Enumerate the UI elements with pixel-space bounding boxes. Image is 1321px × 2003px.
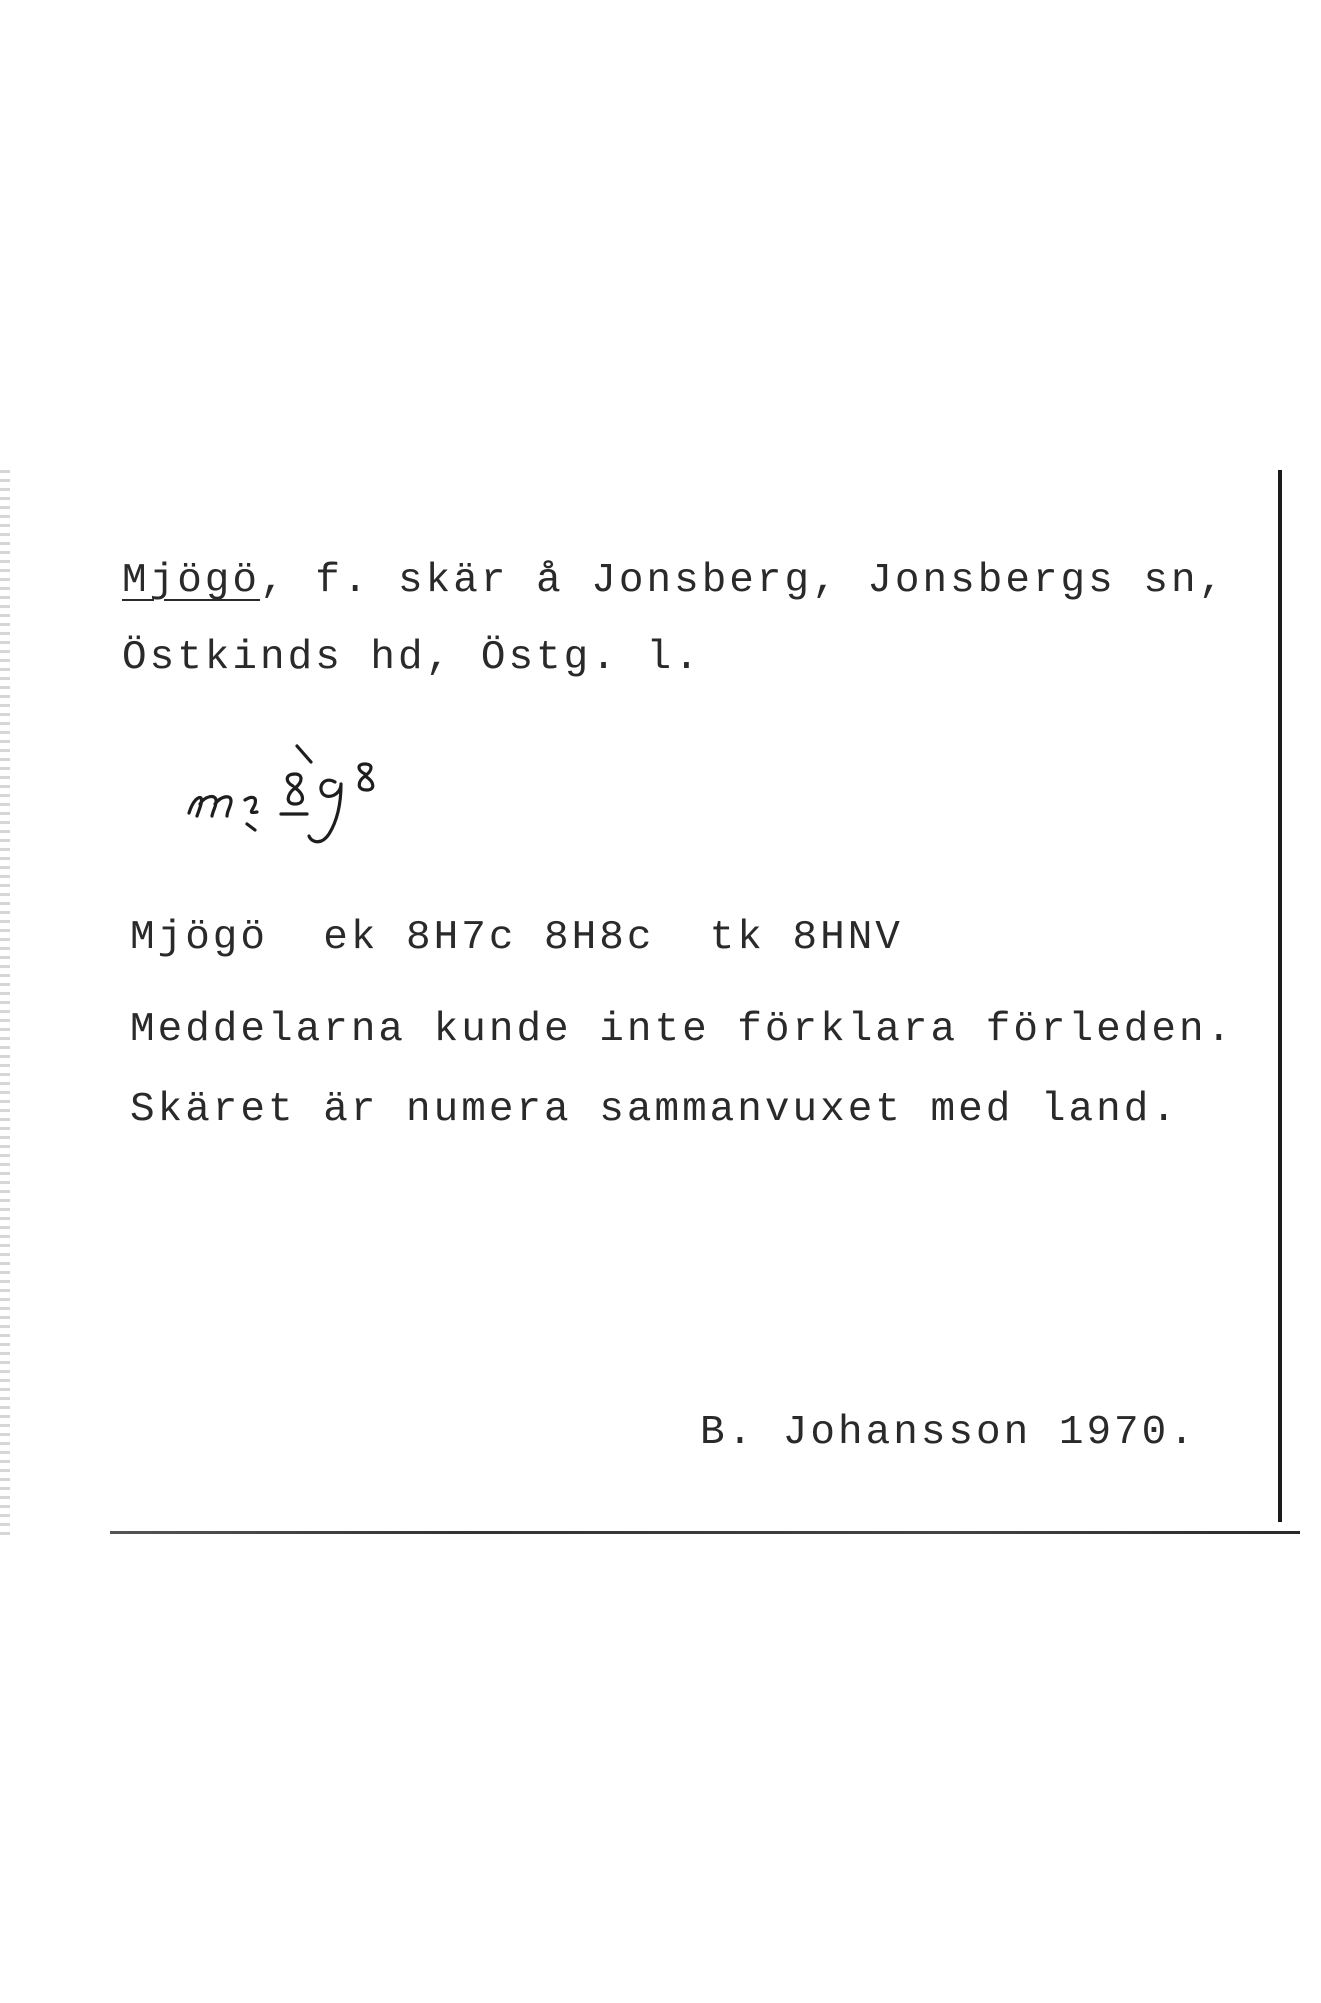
note-line-2: Skäret är numera sammanvuxet med land. bbox=[130, 1087, 1179, 1133]
heading-description: , f. skär å Jonsberg, Jonsbergs sn, bbox=[260, 558, 1227, 604]
index-card bbox=[0, 472, 1300, 1537]
card-bottom-edge bbox=[110, 1531, 1300, 1534]
card-heading bbox=[122, 558, 1227, 604]
headword: Mjögö bbox=[122, 558, 261, 604]
card-left-edge bbox=[0, 470, 10, 1540]
location-line: Östkinds hd, Östg. l. bbox=[122, 635, 702, 681]
signature: B. Johansson 1970. bbox=[700, 1410, 1197, 1456]
card-right-edge bbox=[1278, 470, 1282, 1522]
note-line-1: Meddelarna kunde inte förklara förleden. bbox=[130, 1007, 1235, 1053]
index-codes: Mjögö ek 8H7c 8H8c tk 8HNV bbox=[130, 915, 903, 961]
handwritten-pronunciation bbox=[185, 738, 445, 878]
